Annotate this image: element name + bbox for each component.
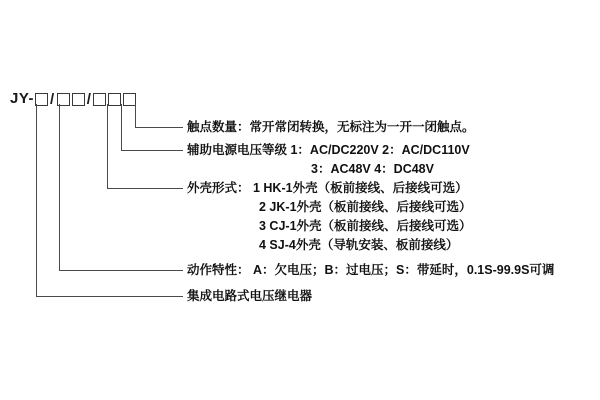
leader-hline-enclosure <box>107 188 183 189</box>
leader-vline-contact-quantity <box>135 104 136 127</box>
code-separator-1: / <box>50 90 55 108</box>
callout-enclosure-form <box>187 179 472 255</box>
callout-action-characteristic-line-1: 动作特性： A：欠电压；B：过电压；S：带延时，0.1S-99.9S可调 <box>187 263 555 277</box>
leader-hline-aux-voltage <box>121 150 183 151</box>
callout-contact-quantity-line-1: 触点数量：常开常闭转换，无标注为一开一闭触点。 <box>187 120 475 134</box>
leader-vline-aux-voltage <box>121 104 122 150</box>
callout-enclosure-form-line-3: 3 CJ-1外壳（板前接线、后接线可选） <box>259 219 472 233</box>
callout-enclosure-form-line-2: 2 JK-1外壳（板前接线、后接线可选） <box>259 200 472 214</box>
leader-vline-action <box>59 104 60 270</box>
model-code <box>10 90 137 108</box>
code-box-3 <box>72 93 85 106</box>
leader-hline-action <box>59 270 183 271</box>
callout-aux-supply-voltage-line-1: 辅助电源电压等级 1：AC/DC220V 2：AC/DC110V <box>187 143 470 157</box>
code-separator-2: / <box>86 90 92 108</box>
callout-enclosure-form-line-4: 4 SJ-4外壳（导轨安装、板前接线） <box>259 238 459 252</box>
callout-aux-supply-voltage <box>187 141 470 179</box>
code-box-5 <box>108 93 121 106</box>
leader-hline-family <box>36 296 183 297</box>
code-box-4 <box>93 93 106 106</box>
leader-vline-enclosure <box>107 104 108 188</box>
callout-enclosure-form-line-1: 外壳形式： 1 HK-1外壳（板前接线、后接线可选） <box>187 181 468 195</box>
leader-hline-contact-quantity <box>135 127 183 128</box>
callout-aux-supply-voltage-line-2: 3：AC48V 4：DC48V <box>311 162 434 176</box>
leader-vline-family <box>36 104 37 296</box>
callout-contact-quantity <box>187 118 475 137</box>
model-code-prefix: JY- <box>10 90 35 107</box>
callout-action-characteristic <box>187 261 554 280</box>
callout-product-family <box>187 287 312 306</box>
callout-product-family-line-1: 集成电路式电压继电器 <box>187 289 313 303</box>
